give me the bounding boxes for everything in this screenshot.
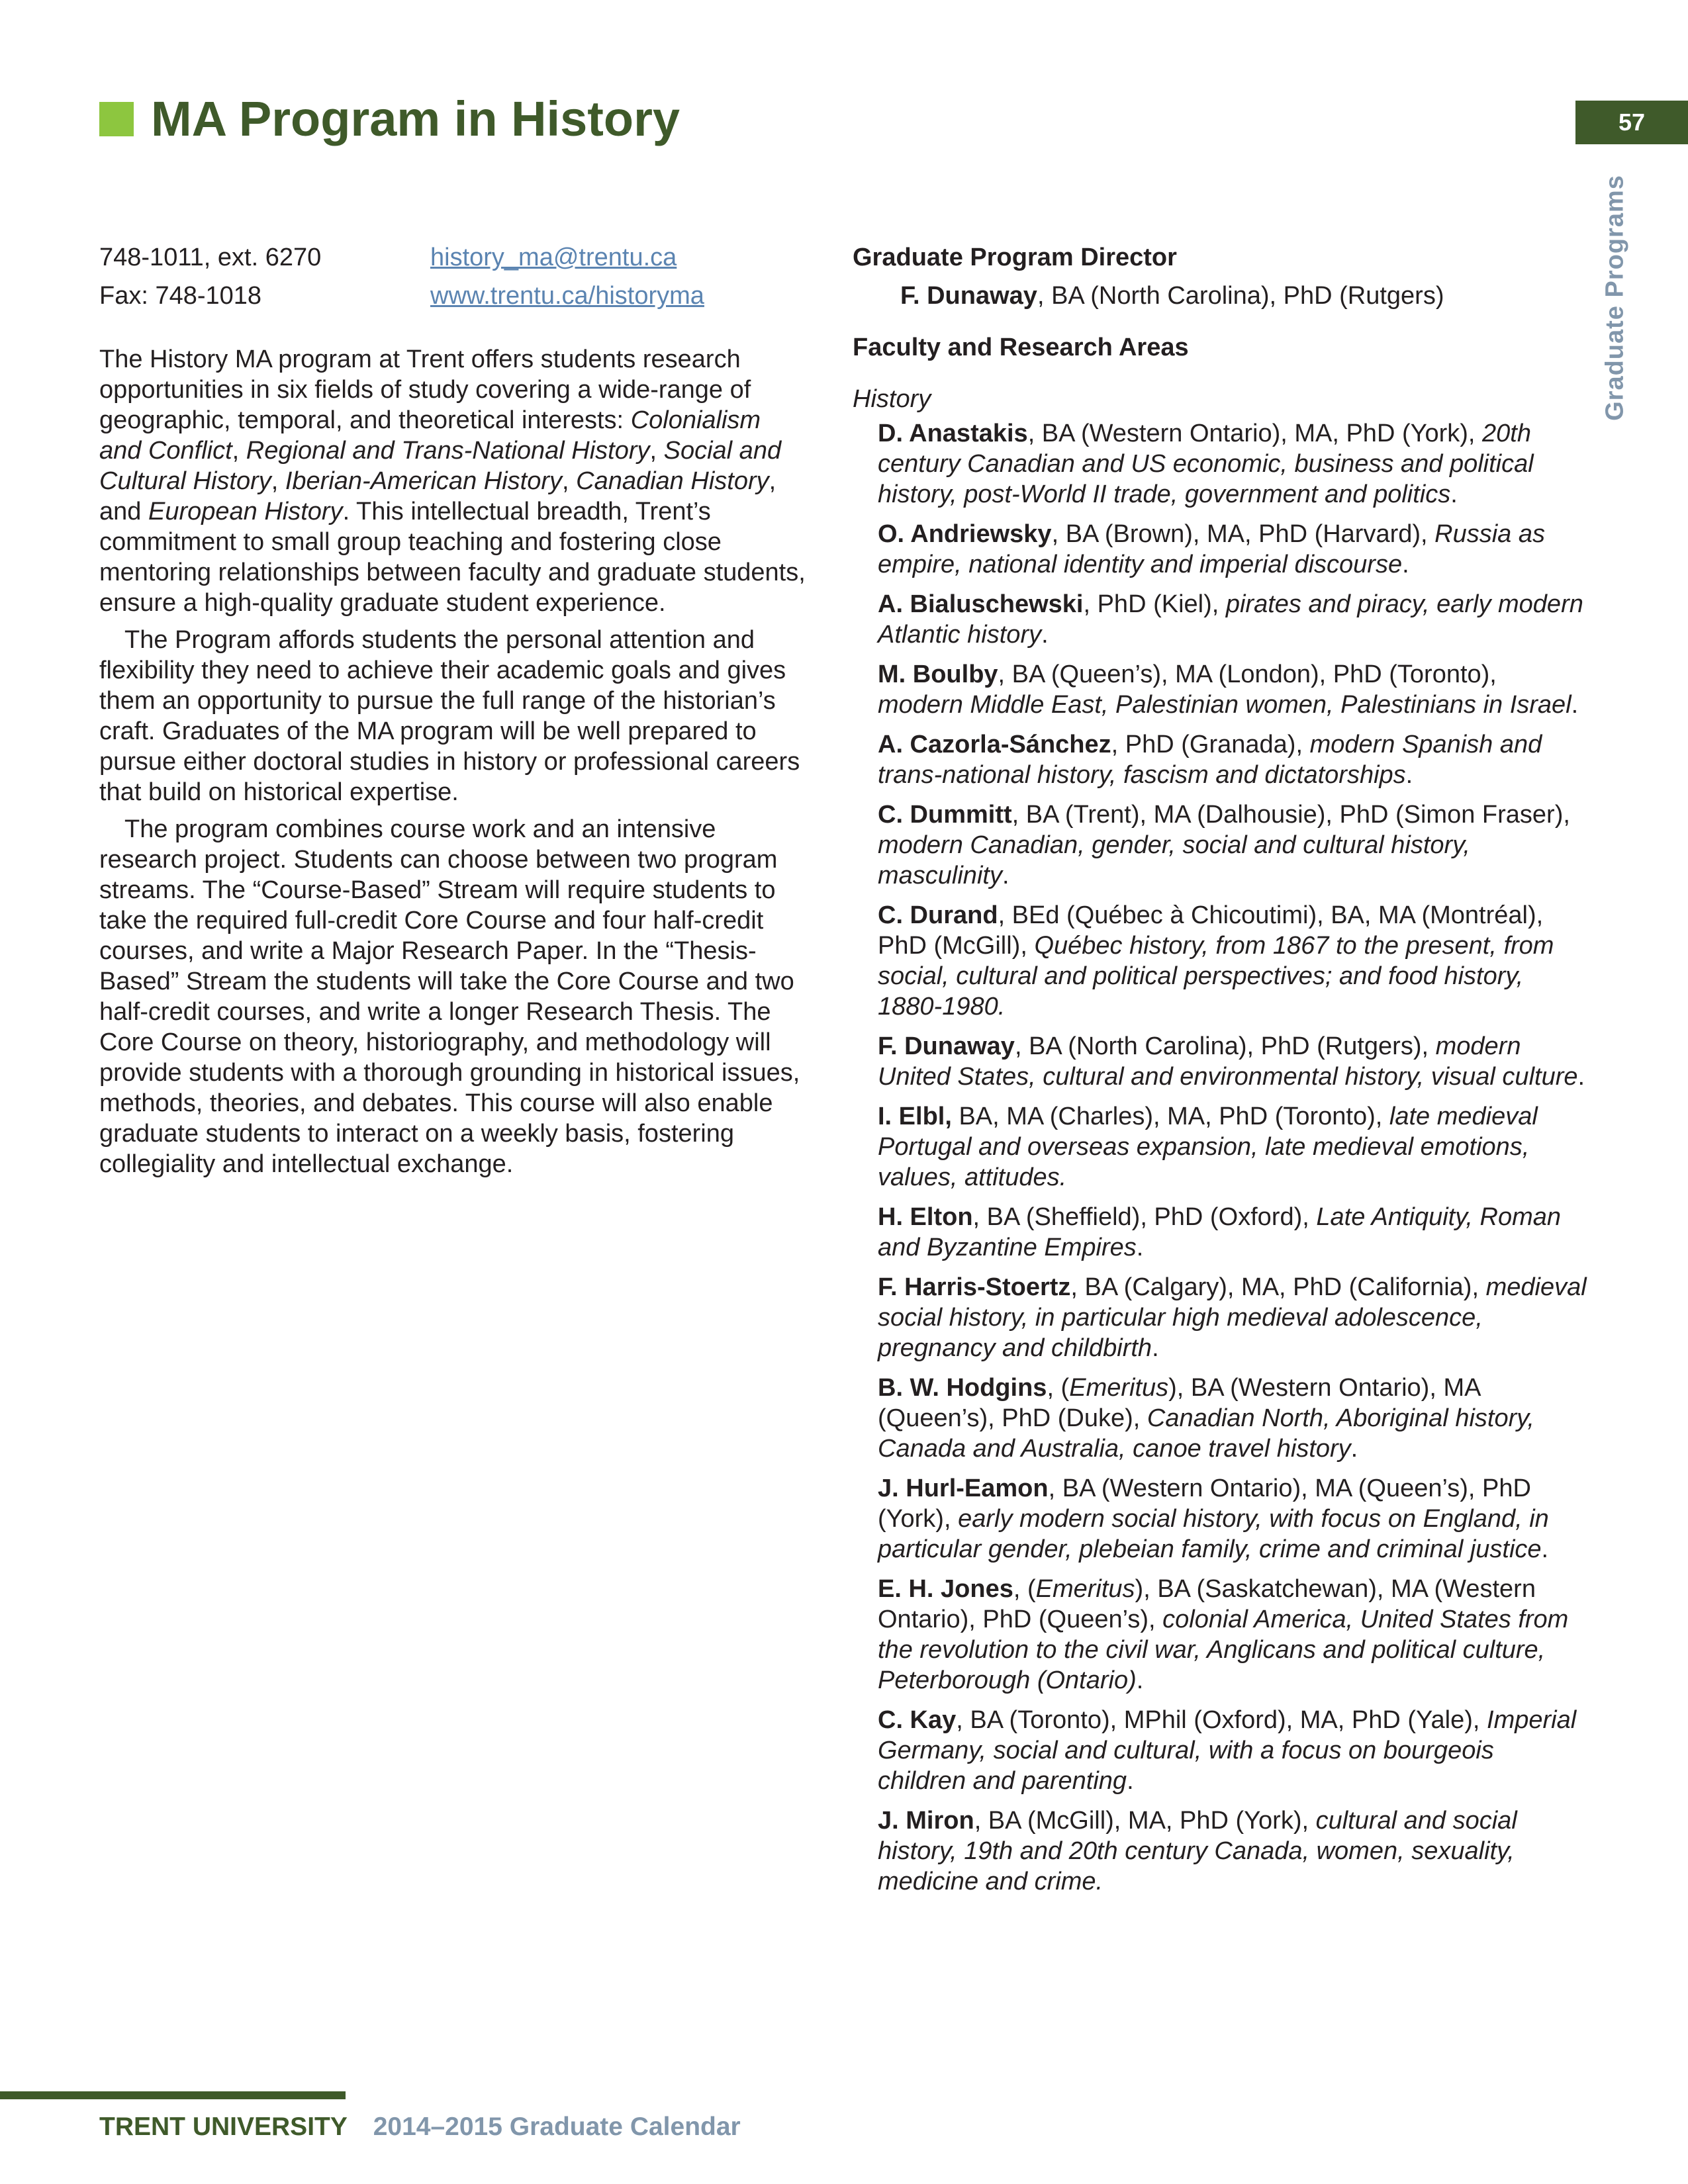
footer-bar: [0, 2091, 346, 2099]
faculty-areas: cultural and social history, 19th and 20th century Canada, women, sexuality, medicine and crime.: [878, 1807, 1517, 1895]
faculty-degrees: ), BA (Saskatchewan), MA (Western Ontario), PhD (Queen’s),: [878, 1575, 1536, 1633]
faculty-entry: [853, 799, 1587, 891]
faculty-entry: [853, 1473, 1587, 1565]
contact-row-phone: [99, 238, 808, 277]
faculty-degrees: , BA (Toronto), MPhil (Oxford), MA, PhD (Yale),: [956, 1706, 1487, 1734]
faculty-entry: [853, 1373, 1587, 1464]
faculty-areas: modern United States, cultural and environmental history, visual culture: [878, 1032, 1578, 1091]
faculty-punct: .: [1541, 1535, 1549, 1563]
title-square-icon: [99, 102, 134, 136]
faculty-punct: .: [1136, 1666, 1144, 1694]
faculty-punct: .: [1571, 691, 1579, 719]
faculty-name: J. Hurl-Eamon: [878, 1475, 1049, 1502]
faculty-name: M. Boulby: [878, 660, 998, 688]
faculty-name: E. H. Jones: [878, 1575, 1013, 1603]
faculty-name: B. W. Hodgins: [878, 1374, 1047, 1402]
faculty-areas: colonial America, United States from the revolution to the civil war, Anglicans and political culture, Peterborough (Ontario): [878, 1606, 1569, 1694]
faculty-areas: early modern social history, with focus on England, in particular gender, plebeian family, crime and criminal justice: [878, 1505, 1549, 1563]
faculty-areas: late medieval Portugal and overseas expansion, late medieval emotions, values, attitudes.: [878, 1103, 1538, 1191]
faculty-areas: modern Canadian, gender, social and cultural history, masculinity: [878, 831, 1470, 889]
faculty-punct: .: [1127, 1767, 1134, 1795]
director-name: F. Dunaway: [900, 282, 1037, 310]
faculty-name: C. Durand: [878, 901, 998, 929]
director-degrees: , BA (North Carolina), PhD (Rutgers): [1037, 282, 1444, 310]
faculty-punct: .: [1405, 761, 1413, 789]
faculty-entry: [853, 1202, 1587, 1263]
faculty-areas: modern Middle East, Palestinian women, Palestinians in Israel: [878, 691, 1571, 719]
faculty-entry: [853, 659, 1587, 720]
faculty-name: F. Dunaway: [878, 1032, 1015, 1060]
page-title: MA Program in History: [151, 91, 680, 146]
faculty-name: A. Bialuschewski: [878, 590, 1084, 618]
faculty-degrees: , BA (Western Ontario), MA (Queen’s), PhD (York),: [878, 1475, 1531, 1533]
faculty-areas: Canadian North, Aboriginal history, Canada and Australia, canoe travel history: [878, 1404, 1534, 1463]
faculty-entry: [853, 1101, 1587, 1193]
faculty-areas: Québec history, from 1867 to the present, from social, cultural and political perspectives; and food history, 1880-1980.: [878, 932, 1554, 1021]
faculty-name: C. Kay: [878, 1706, 957, 1734]
faculty-degrees: , BA (Calgary), MA, PhD (California),: [1070, 1273, 1486, 1301]
faculty-entry: [853, 589, 1587, 650]
faculty-degrees: , BEd (Québec à Chicoutimi), BA, MA (Montréal), PhD (McGill),: [878, 901, 1544, 960]
faculty-name: J. Miron: [878, 1807, 974, 1835]
faculty-areas: medieval social history, in particular high medieval adolescence, pregnancy and childbirth: [878, 1273, 1587, 1362]
faculty-degrees: , BA (Queen’s), MA (London), PhD (Toronto),: [998, 660, 1497, 688]
faculty-heading: Faculty and Research Areas: [853, 334, 1189, 361]
faculty-name: I. Elbl,: [878, 1103, 952, 1130]
faculty-punct: .: [1136, 1234, 1144, 1261]
footer-university: TRENT UNIVERSITY: [99, 2113, 348, 2141]
faculty-emeritus: Emeritus: [1069, 1374, 1169, 1402]
faculty-emeritus: Emeritus: [1035, 1575, 1135, 1603]
faculty-name: O. Andriewsky: [878, 520, 1052, 548]
faculty-punct: .: [1450, 480, 1458, 508]
faculty-degrees: , PhD (Granada),: [1111, 731, 1310, 758]
faculty-entry: [853, 1272, 1587, 1363]
faculty-punct: , (: [1013, 1575, 1036, 1603]
contact-row-fax: [99, 277, 808, 315]
faculty-entry: [853, 729, 1587, 790]
director-heading: Graduate Program Director: [853, 244, 1177, 271]
faculty-punct: , (: [1047, 1374, 1070, 1402]
footer: [99, 2113, 741, 2142]
page-number: 57: [1575, 101, 1688, 144]
faculty-punct: .: [1402, 551, 1409, 578]
faculty-entry: [853, 900, 1587, 1022]
website-link[interactable]: www.trentu.ca/historyma: [430, 282, 704, 310]
faculty-list: [853, 418, 1587, 1897]
faculty-areas: Russia as empire, national identity and imperial discourse: [878, 520, 1545, 578]
faculty-areas: 20th century Canadian and US economic, business and political history, post-World II trade, government and politics: [878, 420, 1534, 508]
faculty-degrees: , BA (North Carolina), PhD (Rutgers),: [1014, 1032, 1436, 1060]
faculty-name: C. Dummitt: [878, 801, 1012, 829]
left-column: [99, 238, 808, 1186]
fax-number: Fax: 748-1018: [99, 282, 262, 310]
faculty-areas: modern Spanish and trans-national history, fascism and dictatorships: [878, 731, 1542, 789]
faculty-punct: .: [1577, 1063, 1585, 1091]
side-section-label: Graduate Programs: [1601, 175, 1629, 421]
faculty-name: H. Elton: [878, 1203, 973, 1231]
faculty-areas: Late Antiquity, Roman and Byzantine Empires: [878, 1203, 1562, 1261]
faculty-degrees: , BA (Trent), MA (Dalhousie), PhD (Simon Fraser),: [1011, 801, 1570, 829]
side-label-container: [1595, 169, 1635, 427]
faculty-entry: [853, 519, 1587, 580]
faculty-name: F. Harris-Stoertz: [878, 1273, 1071, 1301]
faculty-punct: .: [1350, 1435, 1358, 1463]
intro-paragraph-2: The Program affords students the personal attention and flexibility they need to achieve their academic goals and gives them an opportunity to pursue the full range of the historian’s craft. Graduates of the MA program will be well prepared to pursue either doctoral studies in history or professional careers that build on historical expertise.: [99, 626, 800, 806]
faculty-entry: [853, 1031, 1587, 1092]
intro-paragraph-1: The History MA program at Trent offers students research opportunities in six fields of study covering a wide-range of geographic, temporal, and theoretical interests: Colonialism and Conflict, Regional and Trans-National History, Social and Cultural History, Iberian-American History, Canadian History, and European History. This intellectual breadth, Trent’s commitment to small group teaching and fostering close mentoring relationships between faculty and graduate students, ensure a high-quality graduate student experience.: [99, 345, 806, 617]
faculty-areas: pirates and piracy, early modern Atlantic history: [878, 590, 1583, 649]
page-header: [99, 89, 680, 149]
faculty-degrees: BA, MA (Charles), MA, PhD (Toronto),: [951, 1103, 1389, 1130]
phone-number: 748-1011, ext. 6270: [99, 244, 322, 271]
faculty-degrees: , BA (Western Ontario), MA, PhD (York),: [1027, 420, 1483, 447]
faculty-degrees: , BA (McGill), MA, PhD (York),: [974, 1807, 1316, 1835]
intro-paragraph-3: The program combines course work and an intensive research project. Students can choose between two program streams. The “Course-Based” Stream will require students to take the required full-credit Core Course and four half-credit courses, and write a Major Research Paper. In the “Thesis-Based” Stream the students will take the Core Course and two half-credit courses, and write a longer Research Thesis. The Core Course on theory, historiography, and methodology will provide students with a thorough grounding in historical issues, methods, theories, and debates. This course will also enable graduate students to interact on a weekly basis, fostering collegiality and intellectual exchange.: [99, 815, 800, 1178]
faculty-entry: [853, 1705, 1587, 1796]
director-entry: [853, 277, 1587, 315]
faculty-punct: .: [1002, 862, 1009, 889]
faculty-degrees: , BA (Sheffield), PhD (Oxford),: [972, 1203, 1317, 1231]
footer-calendar: 2014–2015 Graduate Calendar: [373, 2113, 741, 2141]
faculty-entry: [853, 1805, 1587, 1897]
faculty-name: A. Cazorla-Sánchez: [878, 731, 1111, 758]
faculty-degrees: ), BA (Western Ontario), MA (Queen’s), PhD (Duke),: [878, 1374, 1480, 1432]
faculty-degrees: , PhD (Kiel),: [1083, 590, 1226, 618]
right-column: [853, 238, 1587, 1906]
email-link[interactable]: history_ma@trentu.ca: [430, 244, 677, 271]
faculty-name: D. Anastakis: [878, 420, 1028, 447]
faculty-punct: .: [1041, 621, 1049, 649]
faculty-degrees: , BA (Brown), MA, PhD (Harvard),: [1051, 520, 1435, 548]
faculty-subheading: History: [853, 385, 931, 413]
faculty-punct: .: [1152, 1334, 1159, 1362]
faculty-areas: Imperial Germany, social and cultural, with a focus on bourgeois children and parenting: [878, 1706, 1577, 1795]
faculty-entry: [853, 418, 1587, 510]
faculty-entry: [853, 1574, 1587, 1696]
